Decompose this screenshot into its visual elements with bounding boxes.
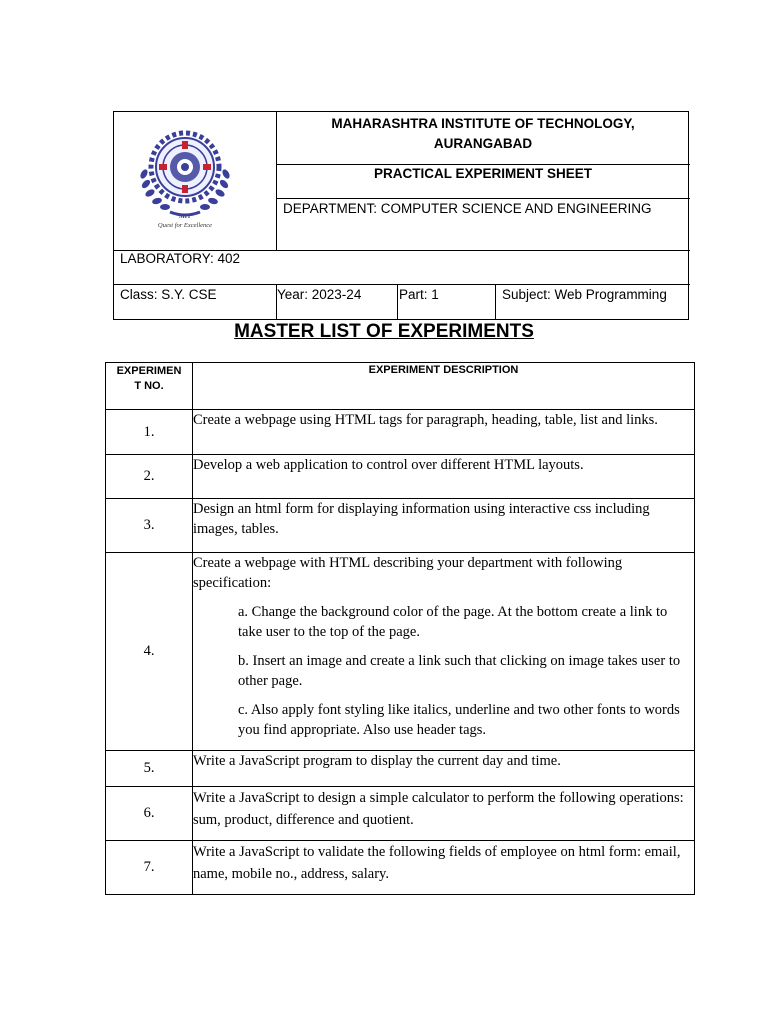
experiment-description: Design an html form for displaying information using interactive css including images, tables. [193,499,695,553]
laboratory: LABORATORY: 402 [120,251,241,266]
sub-item-a: a. Change the background color of the page. At the bottom create a link to take user to the top of the page. [238,604,668,640]
experiment-description: Write a JavaScript to validate the following fields of employee on html form: email, name, mobile no., address, salary. [193,841,695,895]
institute-name-line1: MAHARASHTRA INSTITUTE OF TECHNOLOGY, [331,116,635,131]
page-title [0,321,768,343]
table-row [106,455,695,499]
table-row [106,553,695,751]
experiment-description-block [193,553,695,751]
experiment-description: Create a webpage using HTML tags for paragraph, heading, table, list and links. [193,410,695,455]
table-header-row [106,363,695,410]
experiment-no: 1. [106,410,193,455]
department: DEPARTMENT: COMPUTER SCIENCE AND ENGINEERING [283,201,652,216]
experiment-no: 3. [106,499,193,553]
column-header-no-line2: T NO. [134,380,164,392]
logo-tagline: Quest for Excellence [157,222,213,229]
experiment-no: 4. [106,553,193,751]
experiment-description: Write a JavaScript to design a simple calculator to perform the following operations: sum, product, difference and quotient. [193,787,695,841]
institute-name [277,114,689,154]
logo-text-mit: MIT [179,214,191,220]
experiment-description: Write a JavaScript program to display the current day and time. [193,751,695,787]
experiment-no: 5. [106,751,193,787]
sub-item-c: c. Also apply font styling like italics, underline and two other fonts to words you find appropriate. Also use header tags. [238,702,680,738]
year-label: Year: 2023-24 [277,287,362,302]
experiment-no: 6. [106,787,193,841]
experiment-no: 7. [106,841,193,895]
experiments-table [105,362,695,895]
experiment-no: 2. [106,455,193,499]
column-header-description: EXPERIMENT DESCRIPTION [193,363,695,410]
table-row [106,410,695,455]
column-header-no [106,363,193,410]
sheet-title: PRACTICAL EXPERIMENT SHEET [373,166,593,181]
part-label: Part: 1 [399,287,439,302]
subject-label: Subject: Web Programming [502,287,667,302]
column-header-no-line1: EXPERIMEN [116,365,182,377]
experiment-description: Create a webpage with HTML describing your department with following specification: [193,555,623,591]
institute-name-line2: AURANGABAD [433,136,533,151]
page-title-text: MASTER LIST OF EXPERIMENTS [234,321,534,342]
class-label: Class: S.Y. CSE [120,287,217,302]
table-row [106,787,695,841]
sub-item-b: b. Insert an image and create a link such that clicking on image takes user to other page. [238,653,681,689]
table-row [106,841,695,895]
experiment-description: Develop a web application to control over different HTML layouts. [193,455,695,499]
header-table [113,111,689,320]
institute-logo [130,122,250,234]
table-row [106,499,695,553]
table-row [106,751,695,787]
